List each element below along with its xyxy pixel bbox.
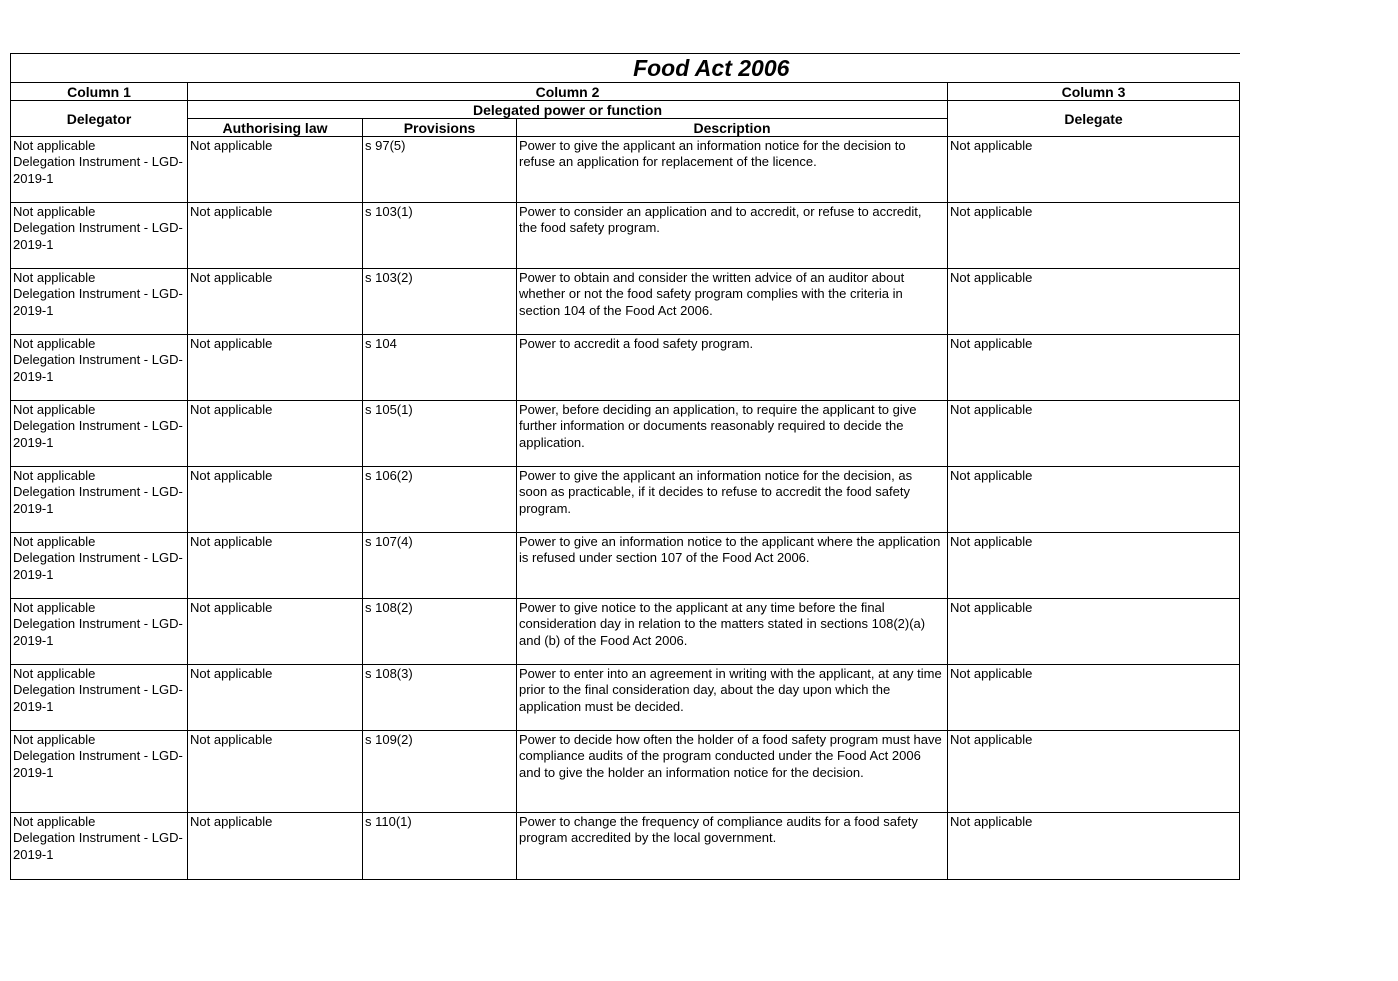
page-title: Food Act 2006 bbox=[633, 55, 790, 81]
column-1-header: Column 1 bbox=[11, 83, 188, 101]
delegator-line: Delegation Instrument - LGD- bbox=[13, 418, 183, 434]
description-cell: Power to give the applicant an information notice for the decision, as soon as practicable, if it decides to refuse to accredit the food safety program. bbox=[517, 467, 948, 533]
authorising-law-header: Authorising law bbox=[188, 119, 363, 137]
delegated-power-header: Delegated power or function bbox=[188, 101, 948, 119]
delegator-line: Delegation Instrument - LGD- bbox=[13, 352, 183, 368]
table-row bbox=[11, 665, 1240, 731]
delegator-line: Delegation Instrument - LGD- bbox=[13, 484, 183, 500]
delegator-line: 2019-1 bbox=[13, 846, 54, 862]
delegator-line: 2019-1 bbox=[13, 368, 54, 384]
authorising-law-cell: Not applicable bbox=[188, 599, 363, 665]
authorising-law-cell: Not applicable bbox=[188, 813, 363, 880]
description-cell: Power to give notice to the applicant at any time before the final consideration day in relation to the matters stated in sections 108(2)(a) and (b) of the Food Act 2006. bbox=[517, 599, 948, 665]
provision-cell: s 103(1) bbox=[363, 203, 517, 269]
provision-cell: s 105(1) bbox=[363, 401, 517, 467]
delegator-line: 2019-1 bbox=[13, 698, 54, 714]
delegator-cell bbox=[11, 269, 188, 335]
delegate-cell: Not applicable bbox=[948, 813, 1240, 880]
provision-cell: s 110(1) bbox=[363, 813, 517, 880]
delegate-cell: Not applicable bbox=[948, 467, 1240, 533]
authorising-law-cell: Not applicable bbox=[188, 203, 363, 269]
table-row bbox=[11, 599, 1240, 665]
delegate-cell: Not applicable bbox=[948, 335, 1240, 401]
delegate-cell: Not applicable bbox=[948, 137, 1240, 203]
delegator-line: Not applicable bbox=[13, 402, 96, 417]
table-row bbox=[11, 731, 1240, 813]
delegator-line: Not applicable bbox=[13, 336, 96, 351]
delegator-line: Delegation Instrument - LGD- bbox=[13, 550, 183, 566]
delegator-line: Delegation Instrument - LGD- bbox=[13, 682, 183, 698]
delegator-line: Not applicable bbox=[13, 600, 96, 615]
delegator-line: Not applicable bbox=[13, 270, 96, 285]
delegate-cell: Not applicable bbox=[948, 533, 1240, 599]
delegator-line: Delegation Instrument - LGD- bbox=[13, 748, 183, 764]
description-cell: Power to obtain and consider the written advice of an auditor about whether or not the food safety program complies with the criteria in section 104 of the Food Act 2006. bbox=[517, 269, 948, 335]
delegator-line: Not applicable bbox=[13, 666, 96, 681]
delegator-line: 2019-1 bbox=[13, 302, 54, 318]
delegator-line: 2019-1 bbox=[13, 764, 54, 780]
description-cell: Power to give the applicant an information notice for the decision to refuse an application for replacement of the licence. bbox=[517, 137, 948, 203]
description-cell: Power, before deciding an application, to require the applicant to give further information or documents reasonably required to decide the application. bbox=[517, 401, 948, 467]
delegator-line: Delegation Instrument - LGD- bbox=[13, 154, 183, 170]
delegate-cell: Not applicable bbox=[948, 269, 1240, 335]
delegate-cell: Not applicable bbox=[948, 665, 1240, 731]
delegator-line: 2019-1 bbox=[13, 632, 54, 648]
delegator-cell bbox=[11, 599, 188, 665]
delegate-cell: Not applicable bbox=[948, 731, 1240, 813]
description-cell: Power to change the frequency of compliance audits for a food safety program accredited by the local government. bbox=[517, 813, 948, 880]
delegator-cell bbox=[11, 533, 188, 599]
delegator-line: Delegation Instrument - LGD- bbox=[13, 830, 183, 846]
table-row bbox=[11, 467, 1240, 533]
table-row bbox=[11, 203, 1240, 269]
table-row bbox=[11, 269, 1240, 335]
provisions-header: Provisions bbox=[363, 119, 517, 137]
delegator-line: 2019-1 bbox=[13, 236, 54, 252]
authorising-law-cell: Not applicable bbox=[188, 269, 363, 335]
authorising-law-cell: Not applicable bbox=[188, 335, 363, 401]
provision-cell: s 97(5) bbox=[363, 137, 517, 203]
delegator-cell bbox=[11, 813, 188, 880]
description-cell: Power to give an information notice to the applicant where the application is refused under section 107 of the Food Act 2006. bbox=[517, 533, 948, 599]
delegator-line: Delegation Instrument - LGD- bbox=[13, 616, 183, 632]
delegator-cell bbox=[11, 335, 188, 401]
delegator-cell bbox=[11, 401, 188, 467]
description-cell: Power to accredit a food safety program. bbox=[517, 335, 948, 401]
delegator-line: 2019-1 bbox=[13, 434, 54, 450]
provision-cell: s 109(2) bbox=[363, 731, 517, 813]
delegate-header: Delegate bbox=[948, 101, 1240, 137]
provision-cell: s 106(2) bbox=[363, 467, 517, 533]
delegator-header: Delegator bbox=[11, 101, 188, 137]
delegator-line: 2019-1 bbox=[13, 566, 54, 582]
delegator-line: Not applicable bbox=[13, 732, 96, 747]
table-row bbox=[11, 137, 1240, 203]
table-row bbox=[11, 533, 1240, 599]
delegate-cell: Not applicable bbox=[948, 401, 1240, 467]
delegator-cell bbox=[11, 467, 188, 533]
delegator-line: Not applicable bbox=[13, 814, 96, 829]
authorising-law-cell: Not applicable bbox=[188, 467, 363, 533]
provision-cell: s 107(4) bbox=[363, 533, 517, 599]
authorising-law-cell: Not applicable bbox=[188, 401, 363, 467]
delegator-line: Delegation Instrument - LGD- bbox=[13, 286, 183, 302]
description-cell: Power to consider an application and to accredit, or refuse to accredit, the food safety program. bbox=[517, 203, 948, 269]
delegator-line: Not applicable bbox=[13, 138, 96, 153]
provision-cell: s 108(3) bbox=[363, 665, 517, 731]
description-cell: Power to enter into an agreement in writing with the applicant, at any time prior to the final consideration day, about the day upon which the application must be decided. bbox=[517, 665, 948, 731]
provision-cell: s 103(2) bbox=[363, 269, 517, 335]
provision-cell: s 108(2) bbox=[363, 599, 517, 665]
authorising-law-cell: Not applicable bbox=[188, 533, 363, 599]
authorising-law-cell: Not applicable bbox=[188, 665, 363, 731]
delegate-cell: Not applicable bbox=[948, 203, 1240, 269]
table-row bbox=[11, 401, 1240, 467]
provision-cell: s 104 bbox=[363, 335, 517, 401]
delegator-line: Not applicable bbox=[13, 468, 96, 483]
authorising-law-cell: Not applicable bbox=[188, 137, 363, 203]
delegator-cell bbox=[11, 731, 188, 813]
table-row bbox=[11, 335, 1240, 401]
delegator-line: 2019-1 bbox=[13, 170, 54, 186]
delegator-cell bbox=[11, 665, 188, 731]
column-3-header: Column 3 bbox=[948, 83, 1240, 101]
description-cell: Power to decide how often the holder of a food safety program must have compliance audits of the program conducted under the Food Act 2006 and to give the holder an information notice for the decision. bbox=[517, 731, 948, 813]
authorising-law-cell: Not applicable bbox=[188, 731, 363, 813]
delegation-table bbox=[10, 53, 1240, 880]
delegate-cell: Not applicable bbox=[948, 599, 1240, 665]
delegator-line: Delegation Instrument - LGD- bbox=[13, 220, 183, 236]
delegator-line: Not applicable bbox=[13, 204, 96, 219]
delegator-cell bbox=[11, 137, 188, 203]
delegator-line: Not applicable bbox=[13, 534, 96, 549]
table-row bbox=[11, 813, 1240, 880]
delegator-line: 2019-1 bbox=[13, 500, 54, 516]
delegator-cell bbox=[11, 203, 188, 269]
description-header: Description bbox=[517, 119, 948, 137]
column-2-header: Column 2 bbox=[188, 83, 948, 101]
